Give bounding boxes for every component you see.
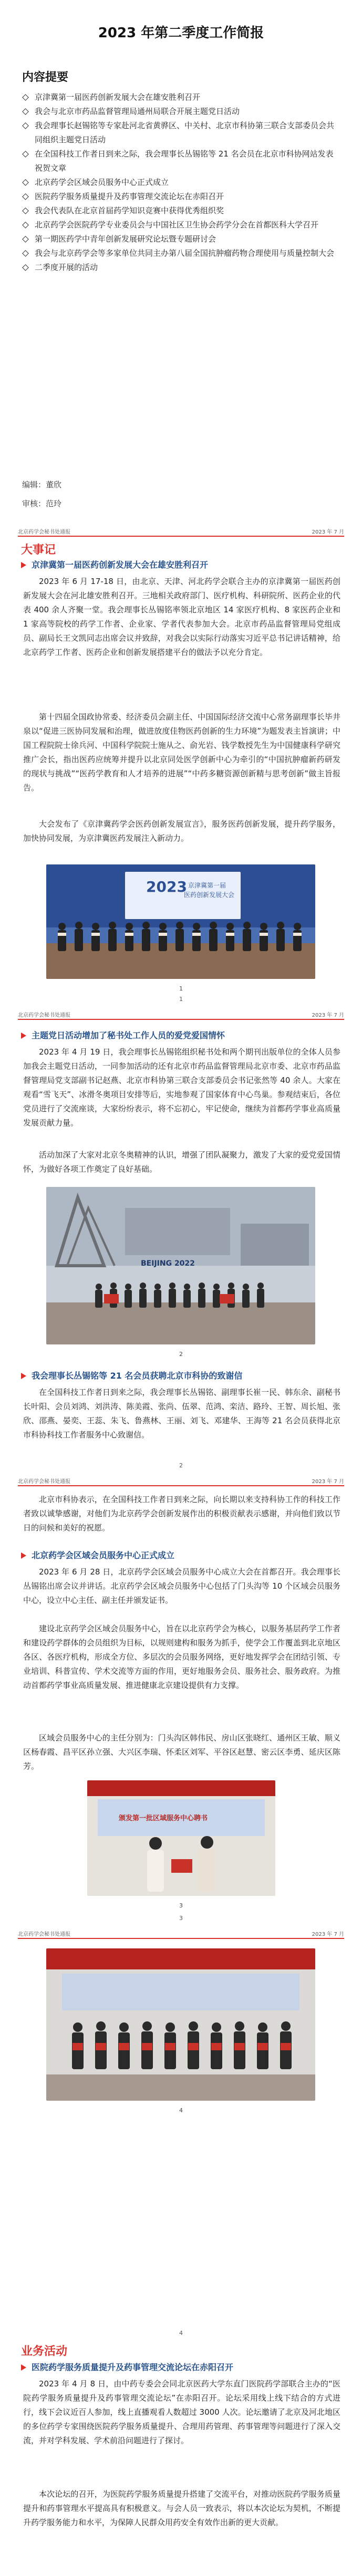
diamond-bullet-icon <box>22 151 29 158</box>
toc-item[interactable]: 在全国科技工作者日到来之际，我会理事长丛锡铭等 21 名会员在北京市科协网站发表祝贺文章 <box>22 147 337 175</box>
diamond-bullet-icon <box>22 94 29 101</box>
article-2-paragraph-2: 活动加深了大家对北京冬奥精神的认识，增强了团队凝聚力，激发了大家的爱党爱国情怀，为做好各项工作奠定了良好基础。 <box>23 1150 340 1174</box>
page-header-band: 北京药学会秘书处通报 2023 年 7 月 <box>18 1008 344 1020</box>
article-title-3[interactable]: 我会理事长丛锡铭等 21 名会员获聘北京市科协的致谢信 <box>21 1370 342 1382</box>
page-number: 1 <box>179 996 183 1003</box>
toc-item[interactable]: 二季度开展的活动 <box>22 260 337 275</box>
article-1-paragraph-3: 大会发布了《京津冀药学会医药创新发展宣言》，服务医药创新发展，提升药学服务，加快协同发展，为京津冀医药发展注入新动力。 <box>23 819 340 843</box>
triangle-bullet-icon <box>21 562 26 568</box>
figure-caption-3: 3 <box>179 1902 183 1909</box>
article-3-paragraph-2: 北京市科协表示，在全国科技工作者日到来之际，向长期以来支持科协工作的科技工作者致以诚挚感谢，对他们为北京药学会创新发展作出的积极贡献表示感谢，并向他们致以节日的问候和美好的祝愿。 <box>23 1495 340 1532</box>
banner-line-2: 医药创新发展大会 <box>184 891 235 899</box>
article-2-paragraph-1: 2023 年 4 月 19 日，我会理事长丛锡铭组织秘书处和两个期刊出版单位的全体人员参加我会主题党日活动，一同参加活动的还有北京市药品监督管理局北京市委、北京市药品监督管理局党支部副书记赵燕、北京市科协第三联合支部委员会书记张然等 40 余人。大家在观看“雪飞天”、冰滑冬奥项目安排等后，实地参观了国家体育中心鸟巢。参观结束后，各位党员进行了交流座谈，大家纷纷表示，将不忘初心，牢记使命，继续为首都药学事业高质量发展贡献力量。 <box>23 1047 340 1128</box>
toc-item[interactable]: 医院药学服务质量提升及药事管理交流论坛在赤阳召开 <box>22 190 337 204</box>
article-3-paragraph-1: 在全国科技工作者日到来之际，我会理事长丛锡铭、副理事长崔一民、韩东余、副秘书长叶阳、会员刘鸿、刘洪涛、陈美霞、张尚、伍翠、范鸿、栾洁、路玲、王智、周长旭、张欣、邵燕、晏奕、王蕊、朱飞、鲁燕林、王丽、刘飞、邓建华、王海等 21 名会员获得北京市科协科技工作者服务中心致谢信。 <box>23 1388 340 1440</box>
certificate-group-photo <box>46 1948 315 2101</box>
triangle-bullet-icon <box>21 2364 26 2371</box>
article-5-paragraph-1: 2023 年 4 月 8 日，由中药专委会会同北京医药大学东直门医院药学部联合主办的“医院药学服务质量提升及药事管理交流论坛”在赤阳召开。论坛采用线上线下结合的方式进行，线下会议近百人参加，线上直播观看人数超过 3000 人次。论坛邀请了北京及河北地区的多位药学专家围绕医院药学服务质量提升、合理用药管理、药事管理等问题进行了深入交流，并对学科发展、学术前沿问题进行了探讨。 <box>23 2379 340 2445</box>
toc-list <box>22 90 337 275</box>
triangle-bullet-icon <box>21 1373 26 1379</box>
page-header-band <box>18 525 344 537</box>
diamond-bullet-icon <box>22 122 29 129</box>
diamond-bullet-icon <box>22 179 29 186</box>
reviewer-name: 范玲 <box>46 499 62 508</box>
page-header-band: 北京药学会秘书处通报 2023 年 7 月 <box>18 1475 344 1486</box>
diamond-bullet-icon <box>22 193 29 200</box>
document-title: 2023 年第二季度工作简报 <box>98 25 264 41</box>
article-5-paragraph-2: 本次论坛的召开，为医院药学服务质量提升搭建了交流平台，对推动医院药学服务质量提升和药事管理水平提高具有积极意义。与会人员一致表示，将以本次论坛为契机，不断提升药学服务能力和水平，为保障人民群众用药安全有效作出新的更大贡献。 <box>23 2489 340 2527</box>
toc-heading: 内容提要 <box>22 71 69 84</box>
page-number: 3 <box>179 1915 183 1922</box>
banner-year: 2023 <box>146 878 187 895</box>
article-title-4[interactable]: 北京药学会区域会员服务中心正式成立 <box>21 1549 342 1562</box>
toc-item[interactable]: 京津冀第一届医药创新发展大会在雄安胜利召开 <box>22 90 337 105</box>
diamond-bullet-icon <box>22 236 29 243</box>
editor-line: 编辑：董欣 <box>22 480 62 489</box>
section-heading-business: 业务活动 <box>21 2345 68 2358</box>
page-number: 4 <box>179 2330 183 2337</box>
beijing-2022-text: BEIJING 2022 <box>141 1259 195 1268</box>
reviewer-line: 审核：范玲 <box>22 499 62 508</box>
article-1-paragraph-1: 2023 年 6 月 17-18 日，由北京、天津、河北药学会联合主办的京津冀第一届医药创新发展大会在河北雄安胜利召开。三地相关政府部门、医疗机构、科研院所、医药企业的代表 400 余人齐聚一堂。我会理事长丛锡铭率领北京地区 14 家医疗机构、8 家医药企业和 1 家高等院校的药学工作者、企业家、学者代表参加大会。北京市药品监督管理局党组成员、副局长王文凯同志出席会议并致辞，对我会以实际行动落实习近平总书记讲话精神，给北京药学工作者、医药企业和创新发展搭建平台的做法予以充分肯定。 <box>23 577 340 657</box>
article-1-paragraph-2: 第十四届全国政协常委、经济委员会副主任、中国国际经济交流中心常务副理事长毕井泉以“促进三医协同发展和治理，做进放度佳物医药创新的生力环境”为题发表主旨演讲；中国工程院院士徐兵河、中国科学院院士施从之、俞光岩、钱学数授先生为中国健康科学研究推广会长，指出医药应统筹并提升以北京同处医学创新中心为牵引的“中国抗肿瘤新药研发的现状与挑战”“医药学教育和人才培养的进展”“中药多糖资源创新精与思考创新”做主旨报告。 <box>23 712 340 792</box>
article-title-1[interactable]: 京津冀第一届医药创新发展大会在雄安胜利召开 <box>21 559 342 571</box>
toc-item[interactable]: 我会与北京市药品监督管理局通州局联合开展主题党日活动 <box>22 105 337 119</box>
certificate-ceremony-photo <box>87 1780 275 1896</box>
article-4-paragraph-3: 区域会员服务中心的主任分别为：门头沟区韩伟民、房山区张晓红、通州区王敏、顺义区杨春霞、昌平区孙立强、大兴区李瑞、怀柔区刘军、平谷区赵慧、密云区李勇、延庆区陈芳。 <box>23 1733 340 1771</box>
diamond-bullet-icon <box>22 264 29 271</box>
olympic-venue-group-photo <box>46 1187 315 1344</box>
header-org: 北京药学会秘书处通报 <box>18 529 70 535</box>
article-title-5[interactable]: 医院药学服务质量提升及药事管理交流论坛在赤阳召开 <box>21 2361 342 2374</box>
article-title-2[interactable]: 主题党日活动增加了秘书处工作人员的爱党爱国情怀 <box>21 1029 342 1042</box>
page-header-band: 北京药学会秘书处通报 2023 年 7 月 <box>18 1927 344 1939</box>
figure-caption-4: 4 <box>179 2107 183 2114</box>
diamond-bullet-icon <box>22 250 29 257</box>
article-4-paragraph-2: 建设北京药学会区域会员服务中心，旨在以北京药学会为核心，以服务基层药学工作者和建设药学群体的会员组织为目标，以规则建构和服务为抓手，使学会工作覆盖到北京地区各区、各医疗机构，形成全方位、多层次的会员服务网络，更好地发挥学会在团结引领、专业培训、科普宣传、学术交流等方面的作用，更好地服务会员、服务社会、服务政府。为推动首都药学事业高质量发展、推进健康北京建设提供有力支撑。 <box>23 1624 340 1690</box>
diamond-bullet-icon <box>22 222 29 228</box>
section-heading-news: 大事记 <box>21 544 56 557</box>
triangle-bullet-icon <box>21 1033 26 1039</box>
triangle-bullet-icon <box>21 1552 26 1559</box>
header-date: 2023 年 7 月 <box>312 529 344 535</box>
banner-award-text: 颁发第一批区域服务中心聘书 <box>119 1814 208 1822</box>
toc-item[interactable]: 北京药学会区域会员服务中心正式成立 <box>22 175 337 190</box>
article-4-paragraph-1: 2023 年 6 月 28 日，北京药学会区域会员服务中心成立大会在首都召开。我会理事长丛锡铭出席会议并讲话。北京药学会区域会员服务中心包括了门头沟等 10 个区域会员服务中心，设立中心主任、副主任并颁发证书。 <box>23 1567 340 1605</box>
toc-item[interactable]: 第一期医药学中青年创新发展研究论坛暨专题研讨会 <box>22 232 337 246</box>
banner-line-1: 京津冀第一届 <box>188 882 226 889</box>
figure-caption-2: 2 <box>179 1351 183 1358</box>
diamond-bullet-icon <box>22 207 29 214</box>
figure-caption-1: 1 <box>179 985 183 992</box>
toc-item[interactable]: 北京药学会医院药学专业委员会与中国社区卫生协会药学分会在首都医科大学召开 <box>22 218 337 232</box>
conference-group-photo <box>46 864 315 979</box>
diamond-bullet-icon <box>22 108 29 115</box>
toc-item[interactable]: 我会代表队在北京首届药学知识竞赛中获得优秀组织奖 <box>22 204 337 218</box>
page-number: 2 <box>179 1462 183 1469</box>
editor-name: 董欣 <box>46 480 62 489</box>
toc-item[interactable]: 我会与北京药学会等多家单位共同主办第八届全国抗肿瘤药物合理使用与质量控制大会 <box>22 246 337 260</box>
toc-item[interactable]: 我会理事长赵锡铭等专家赴河北省黄骅区、中关村、北京市科协第三联合支部委员会共同组织主题党日活动 <box>22 119 337 147</box>
